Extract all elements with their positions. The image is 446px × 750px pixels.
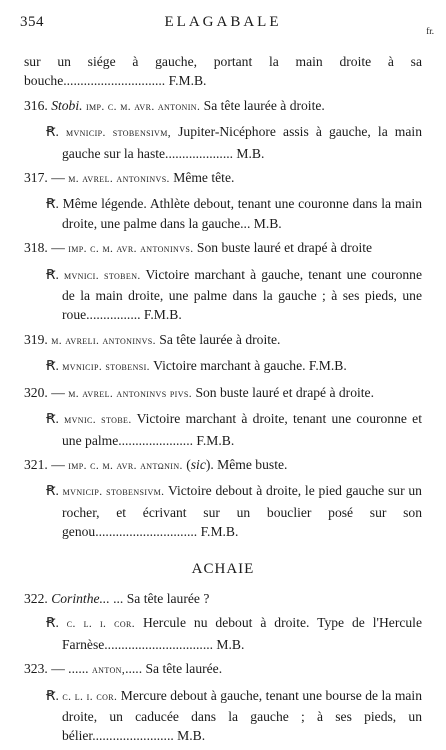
text-run: m. avrel. antoninvs pivs. (68, 387, 193, 400)
catalogue-entry (24, 383, 422, 404)
text-run: ..... Sa tête laurée. (125, 661, 223, 677)
text-run: Sa tête laurée à droite. (200, 97, 325, 113)
text-run: Son buste lauré et drapé à droite. (192, 384, 374, 400)
text-run: mvnicip. stobensi. (62, 361, 150, 374)
text-run: 318. — (24, 240, 69, 256)
catalogue-entry (24, 330, 422, 351)
catalogue-entry (24, 589, 422, 608)
reverse-description (24, 613, 422, 654)
text-run: Sa tête laurée à droite. (155, 331, 281, 347)
reverse-description (24, 356, 422, 377)
reverse-description (24, 265, 422, 325)
text-run: Ꞧ. (46, 615, 67, 631)
page-header (0, 14, 446, 38)
reverse-description (24, 481, 422, 541)
text-run: Ꞧ. (46, 358, 63, 374)
text-run: Victoire marchant à gauche, tenant une couronne de la main droite, une palme dans la gauche ; à ses pieds, une roue................ F.M.B. (62, 266, 422, 323)
reverse-description (24, 194, 422, 233)
text-run: Ꞧ. (46, 411, 65, 427)
text-run: sur un siége à gauche, portant la main droite à sa bouche.............................. F.M.B. (24, 54, 422, 89)
text-run: m. avrel. antoninvs. (68, 173, 170, 186)
text-run: 316. (24, 97, 52, 113)
text-run: Même tête. (169, 170, 235, 186)
text-run: mvnicip. stobensivm. (62, 486, 165, 499)
reverse-description (24, 686, 422, 746)
text-run: ). Même buste. (205, 456, 288, 472)
text-run: imp. c. m. avr. antonin. (85, 100, 201, 113)
running-title: ELAGABALE (164, 14, 282, 30)
text-run: Victoire marchant à gauche. F.M.B. (149, 358, 347, 374)
text-run: Ꞧ. (46, 483, 63, 499)
text-run: Son buste lauré et drapé à droite (193, 240, 373, 256)
catalogue-entry (24, 96, 422, 117)
section-heading (24, 560, 422, 579)
margin-note: fr. (426, 26, 434, 36)
text-run: anton, (91, 664, 126, 677)
continued-text (24, 52, 422, 91)
text-run: mvnici. stoben. (63, 269, 141, 282)
text-run: c. l. i. cor. (66, 618, 136, 631)
text-run: Ꞧ. Même légende. Athlète debout, tenant une couronne dans la main droite, une palme dans la gauche... M.B. (46, 196, 422, 231)
text-run: ( (182, 456, 191, 472)
reverse-description (24, 409, 422, 450)
text-run: 323. — ...... (24, 661, 92, 677)
text-run: Mercure debout à gauche, tenant une bourse de la main droite, un caducée dans la gauche ; à ses pieds, un bélier........................ M.B. (62, 687, 422, 744)
catalogue-entry (24, 659, 422, 680)
text-run: 322. (24, 590, 52, 606)
text-run: Ꞧ. (46, 124, 66, 140)
text-run: imp. c. m. avr. antωnin. (68, 459, 183, 472)
text-run: Victoire marchant à droite, tenant une couronne et une palme...................... F.M.B. (62, 411, 422, 448)
page-number: 354 (20, 14, 44, 30)
text-run: m. avreli. antoninvs. (51, 334, 156, 347)
text-run: Ꞧ. (46, 687, 63, 703)
text-run: 319. (24, 331, 52, 347)
catalogue-entry (24, 168, 422, 189)
text-run: sic (190, 456, 206, 472)
catalogue-entry (24, 238, 422, 259)
text-run: Stobi. (51, 97, 83, 113)
text-run: Ꞧ. (46, 266, 64, 282)
text-run: mvnicip. stobensivm, (65, 127, 172, 140)
text-run: Jupiter-Nicéphore assis à gauche, la main gauche sur la haste.................... M.B. (62, 124, 422, 161)
text-run: mvnic. stobe. (64, 414, 132, 427)
text-run: Hercule nu debout à droite. Type de l'Hercule Farnèse................................ M.B. (62, 615, 422, 652)
text-run: Corinthe... (51, 590, 110, 606)
text-run: Victoire debout à droite, le pied gauche sur un rocher, et écrivant sur un bouclier posé sur son genou.............................. F.M.B. (62, 483, 422, 540)
text-run: c. l. i. cor. (62, 690, 118, 703)
text-run: 320. — (24, 384, 69, 400)
text-run: imp. c. m. avr. antoninvs. (68, 243, 194, 256)
text-run: ACHAIE (191, 560, 255, 577)
text-run: 317. — (24, 170, 69, 186)
text-run: 321. — (24, 456, 69, 472)
catalogue-text (24, 52, 422, 746)
catalogue-entry (24, 455, 422, 476)
reverse-description (24, 122, 422, 163)
text-run: ... Sa tête laurée ? (109, 590, 210, 606)
